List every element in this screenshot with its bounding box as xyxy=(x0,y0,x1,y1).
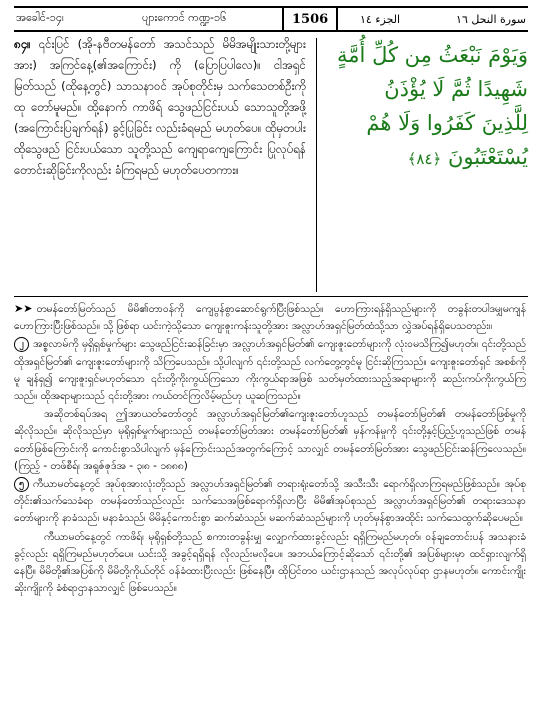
surah-label-arabic: سورة النحل ١٦ xyxy=(456,12,526,26)
chapter-label: အခေါင်-၁၄၊ xyxy=(16,11,64,24)
commentary-text: ကီယာမတ်နေ့တွင် ကာဖိရ်၊ မုရိုရှစ်တို့သည် စကားတခွန်းမျှ လျှောက်ထားခွင့်လည်း ရရှိကြမည်မဟုတ်၊ ဝန်ချတောင်းပန် အသနားခံခွင့်လည်း ရရှိကြမည်မဟုတ်ပေ။ ယင်းသို့ အခွင့်ရရှိရန် လိုလည်းမလိုပေ။ အဘယ်ကြောင့်ဆိုသော် ၎င်းတို့၏ အပြစ်များမှာ ထင်ရှားလျက်ရှိနေပြီ။ မိမိတို့၏အပြစ်ကို မိမိတို့ကိုယ်တိုင် ဝန်ခံထားပြီးလည်း ဖြစ်နေပြီ။ ထိုပြင်တဝ ယင်းဌာနသည် အလုပ်လုပ်ရာ ဌာနမဟုတ်။ ကောင်းကျိုးဆိုးကျိုးကို ခံစံရာဌာနသာလျှင် ဖြစ်ပေသည်။ xyxy=(14,530,526,595)
verse-translation xyxy=(14,34,314,181)
commentary-text: အဆိုတစ်ရပ်အရ ဤအာယတ်တော်တွင် အလ္လာဟ်အရှင်မြတ်၏ကျေးဇူးတော်ဟူသည် တမန်တော်မြတ်၏ တမန်တော်ဖြစ်မှုကိုဆိုလိုသည်။ ဆိုလိုသည်မှာ မုရိုရှစ်မှုက်များသည် တမန်တော်မြတ်အား တမန်တော်မြတ်၏ မှန်ကန်မှုကို ၎င်းတို့နှင့်ပြည့်ဟူသည်ဖြစ် တမန်တော်ဖြစ်ကြောင်းကို ကောင်းစွာသိပါလျက် မှန်ကြောင်းသည်အတွက်ကြောင့် သာလျှင် တမန်တော်မြတ်အား သွေဖည်ငြင်းဆန်ကြလေသည်။ (ကြည့် - တဖ်စီရ်၊ အရူဇ်ဇုဒ်အ - ၃၊၈ - ၁၈၈၈) xyxy=(14,408,526,472)
arabic-verse xyxy=(324,38,528,176)
verse-translation-text: ၎င်းပြင် (အို-နဗီတမန်တော် အသင်သည် မိမိအမျိုးသားတို့များအား) အကြင်နေ့(၏အကြောင်း) ကို (ပြောပြပါလေ)။ ငါအရှင်မြတ်သည် (ထိုနေ့တွင်) သာသနာဝင် အုပ်စုတိုင်းမှ သက်သေတစ်ဦးကို ထု တော်မူမည်။ ထို့နောက် ကာဖိရ် သွေဖည်ငြင်းပယ် သောသူတို့အဖို့ (အကြောင်းပြချက်ရန်) ခွင့်ပြုခြင်း လည်းခံရမည် မဟုတ်ပေ။ ထိုမှတပါး ထိုသွေဖည် ငြင်းပယ်သော သူတို့သည် ကျေရာကျေကြောင်း ပြုလုပ်ရန် တောင်းဆိုခြင်းကိုလည်း ခံကြရမည် မဟုတ်ပေတကား။ xyxy=(14,37,307,177)
commentary-section xyxy=(14,300,526,598)
page-header xyxy=(14,6,528,32)
commentary-paragraph-4 xyxy=(14,476,526,528)
ayah-end-mark: ﴿٨٤﴾ xyxy=(407,150,442,168)
commentary-text: ကီယာမတ်နေ့တွင် အုပ်စုအားလုံးတို့သည် အလ္လာဟ်အရှင်မြတ်၏ တရားရုံးတော်သို့ အသီးသီး ရောက်ရှိလာကြရမည်ဖြစ်သည်။ အုပ်စုတိုင်း၏သက်သေခံရာ တမန်တော်သည်လည်း သက်သေအဖြစ်ရောက်ရှိလာပြီး မိမိ၏အုပ်စုသည် အလ္လာဟ်အရှင်မြတ်၏ တရားဒေသနာတော်များကို နာခံသည်၊ မနာခံသည်၊ မိမိနှင့်ကောင်းစွာ ဆက်ဆံသည်၊ မဆက်ဆံသည်များကို ဟုတ်မှန်စွာအထိုင်း သက်သေထွက်ဆိုပေမည်။ xyxy=(14,478,526,525)
footnote-marker: ၂ xyxy=(14,337,29,352)
footnote-marker: ၅ xyxy=(14,477,29,492)
commentary-text: အစ္စလာမ်ကို မှရှိရှစ်မှုက်များ သွေဖည်ငြင်းဆန်ခြင်းမှာ အလ္လာဟ်အရှင်မြတ်၏ ကျေးဇူးတော်များကို လုံးဝမသိကြ၍မဟုတ်။ ၎င်းတို့သည် ထိုအရှင်မြတ်၏ ကျေးဇူးတော်များကို သိကြပေသည်။ သို့ပါလျက် ၎င်းတို့သည် လက်တွေ့တွင်မူ ငြင်းဆိုကြသည်။ ကျေးဇူးတော်ရှင် အစစ်ကိုမူ ချန်ရှ၍ ကျေးဇူးရှင်မဟုတ်သော ၎င်းတို့ကိုးကွယ်ကြသော ကိုးကွယ်ရာအဖြစ် သတ်မှတ်ထားသည့်အရာများကို ဆည်းကပ်ကိုးကွယ်ကြသည်။ ထိုအရာများသည် ၎င်းတို့အား ကယ်တင်ကြလိမ့်မည်ဟု ယူဆကြသည်။ xyxy=(14,338,526,403)
commentary-paragraph-5 xyxy=(14,529,526,598)
arabic-line-text: يُسْتَعْتَبُونَ xyxy=(448,145,528,169)
verse-number: ၈၄။ xyxy=(14,37,31,51)
surah-label-burmese: ပျားကောင် ကဏ္ဍ-၁၆ xyxy=(142,11,227,24)
arabic-line-last xyxy=(324,140,528,176)
verse-block xyxy=(14,34,528,296)
column-divider xyxy=(316,38,317,292)
commentary-paragraph-1 xyxy=(14,300,526,335)
commentary-paragraph-3 xyxy=(14,406,526,475)
page-number: 1506 xyxy=(282,8,338,30)
commentary-text: တမန်တော်မြတ်သည် မိမိ၏တာဝန်ကို ကျေပွန်စွာဆောင်ရွက်ပြီးဖြစ်သည်။ ဟောကြားရန်ရှိသည်များကို တခွန်းတပါဒမျှမကျန် ဟောကြားပြီးဖြစ်သည်။ သို့ဖြစ်ရာ ယင်းကဲ့သို့သော ကျေးဇူးကန်းသူတို့အား အလ္လာဟ်အရှင်မြတ်ထံသို့သာ လွှဲအပ်ရန်ရှိပေသတည်း။ xyxy=(14,303,526,333)
arabic-line: شَهِيدًا ثُمَّ لَا يُؤْذَنُ xyxy=(384,77,528,101)
arabic-line: وَيَوْمَ نَبْعَثُ مِن كُلِّ أُمَّةٍ xyxy=(337,43,528,67)
arabic-line: لِلَّذِينَ كَفَرُوا وَلَا هُمْ xyxy=(366,111,528,135)
footnote-separator xyxy=(14,296,528,297)
commentary-paragraph-2 xyxy=(14,336,526,405)
juz-label-arabic: الجزء ١٤ xyxy=(360,12,401,26)
arrow-icon: ➤➤ xyxy=(14,302,33,315)
